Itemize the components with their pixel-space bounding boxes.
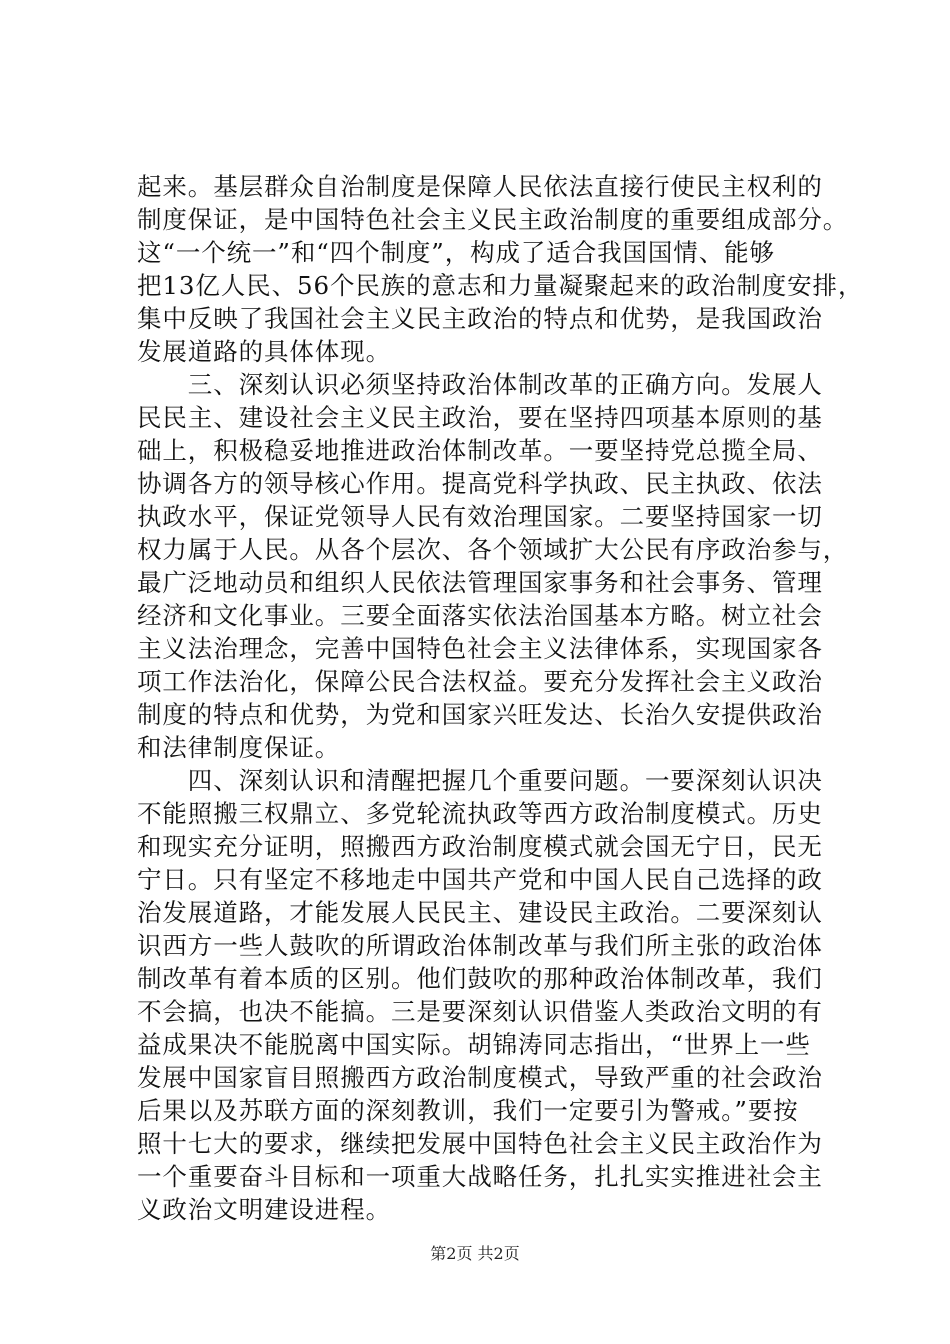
text-line: 不会搞，也决不能搞。三是要深刻认识借鉴人类政治文明的有 <box>137 997 823 1026</box>
text-line: 起来。基层群众自治制度是保障人民依法直接行使民主权利的 <box>137 172 823 201</box>
text-line: 一个重要奋斗目标和一项重大战略任务，扎扎实实推进社会主 <box>137 1162 823 1191</box>
body-text <box>137 170 864 1226</box>
text-line: 治发展道路，才能发展人民民主、建设民主政治。二要深刻认 <box>137 898 823 927</box>
text-line: 宁日。只有坚定不移地走中国共产党和中国人民自己选择的政 <box>137 865 823 894</box>
text-line: 不能照搬三权鼎立、多党轮流执政等西方政治制度模式。历史 <box>137 799 823 828</box>
text-line: 照十七大的要求，继续把发展中国特色社会主义民主政治作为 <box>137 1129 823 1158</box>
text-line: 权力属于人民。从各个层次、各个领域扩大公民有序政治参与， <box>137 535 849 564</box>
text-line: 最广泛地动员和组织人民依法管理国家事务和社会事务、管理 <box>137 568 823 597</box>
text-line: 识西方一些人鼓吹的所谓政治体制改革与我们所主张的政治体 <box>137 931 823 960</box>
text-line: 础上，积极稳妥地推进政治体制改革。一要坚持党总揽全局、 <box>137 436 823 465</box>
text-line: 这“一个统一”和“四个制度”，构成了适合我国国情、能够 <box>137 238 775 267</box>
text-line: 执政水平，保证党领导人民有效治理国家。二要坚持国家一切 <box>137 502 823 531</box>
text-line: 民民主、建设社会主义民主政治，要在坚持四项基本原则的基 <box>137 403 823 432</box>
text-line: 四、深刻认识和清醒把握几个重要问题。一要深刻认识决 <box>137 766 823 795</box>
text-line: 制改革有着本质的区别。他们鼓吹的那种政治体制改革，我们 <box>137 964 823 993</box>
text-line: 和现实充分证明，照搬西方政治制度模式就会国无宁日，民无 <box>137 832 823 861</box>
text-line: 集中反映了我国社会主义民主政治的特点和优势，是我国政治 <box>137 304 823 333</box>
text-line: 义政治文明建设进程。 <box>137 1195 391 1224</box>
text-line: 协调各方的领导核心作用。提高党科学执政、民主执政、依法 <box>137 469 823 498</box>
text-line: 项工作法治化，保障公民合法权益。要充分发挥社会主义政治 <box>137 667 823 696</box>
text-line: 制度保证，是中国特色社会主义民主政治制度的重要组成部分。 <box>137 205 849 234</box>
text-line: 三、深刻认识必须坚持政治体制改革的正确方向。发展人 <box>137 370 823 399</box>
text-line: 和法律制度保证。 <box>137 733 341 762</box>
text-line: 经济和文化事业。三要全面落实依法治国基本方略。树立社会 <box>137 601 823 630</box>
text-line: 发展中国家盲目照搬西方政治制度模式，导致严重的社会政治 <box>137 1063 823 1092</box>
text-line: 把13亿人民、56个民族的意志和力量凝聚起来的政治制度安排， <box>137 271 864 300</box>
page-number-footer: 第2页 共2页 <box>430 1244 520 1263</box>
text-line: 益成果决不能脱离中国实际。胡锦涛同志指出，“世界上一些 <box>137 1030 811 1059</box>
text-line: 制度的特点和优势，为党和国家兴旺发达、长治久安提供政治 <box>137 700 823 729</box>
text-line: 主义法治理念，完善中国特色社会主义法律体系，实现国家各 <box>137 634 823 663</box>
text-line: 后果以及苏联方面的深刻教训，我们一定要引为警戒。”要按 <box>137 1096 799 1125</box>
text-line: 发展道路的具体体现。 <box>137 337 391 366</box>
